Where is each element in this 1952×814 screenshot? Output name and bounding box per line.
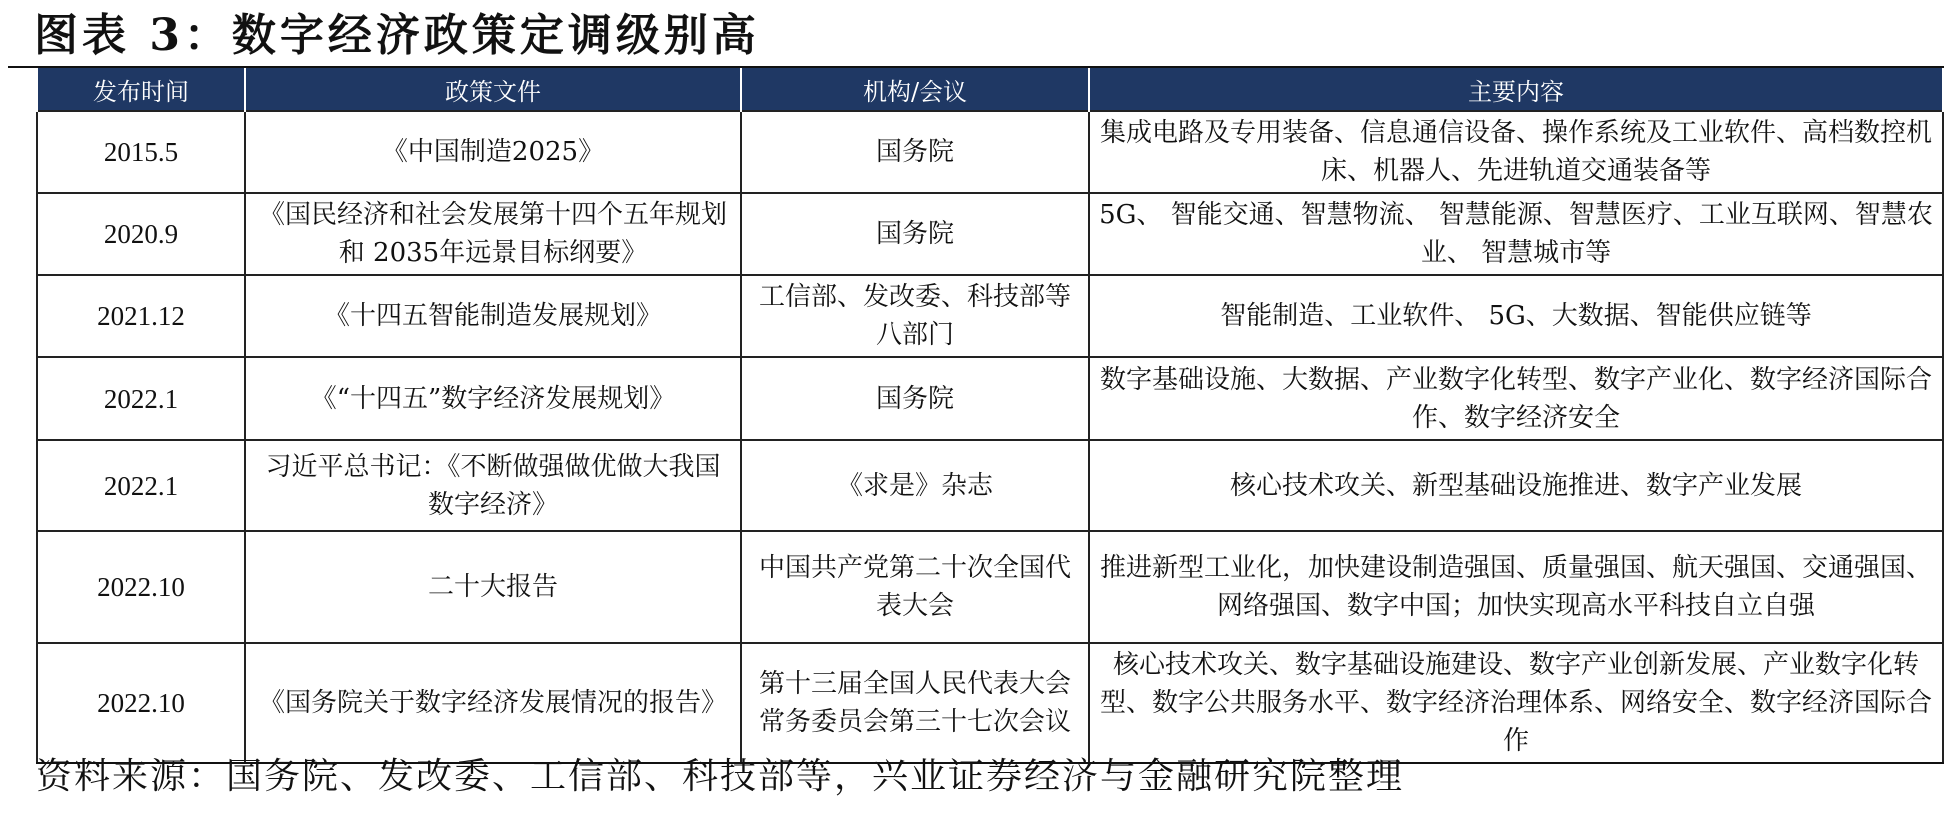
cell-document: 《“十四五”数字经济发展规划》 — [245, 357, 741, 440]
cell-content: 数字基础设施、大数据、产业数字化转型、数字产业化、数字经济国际合作、数字经济安全 — [1089, 357, 1943, 440]
table-row — [37, 275, 1943, 357]
cell-content: 核心技术攻关、新型基础设施推进、数字产业发展 — [1089, 440, 1943, 531]
cell-content: 集成电路及专用装备、信息通信设备、操作系统及工业软件、高档数控机床、机器人、先进轨道交通装备等 — [1089, 111, 1943, 193]
table-row — [37, 440, 1943, 531]
figure-title: 图表 3：数字经济政策定调级别高 — [34, 10, 760, 61]
cell-date: 2015.5 — [37, 111, 245, 193]
cell-organization: 工信部、发改委、科技部等八部门 — [741, 275, 1089, 357]
cell-date: 2021.12 — [37, 275, 245, 357]
cell-organization: 国务院 — [741, 193, 1089, 275]
cell-document: 《国民经济和社会发展第十四个五年规划和 2035年远景目标纲要》 — [245, 193, 741, 275]
cell-date: 2022.10 — [37, 643, 245, 763]
cell-date: 2022.1 — [37, 357, 245, 440]
cell-organization: 第十三届全国人民代表大会常务委员会第三十七次会议 — [741, 643, 1089, 763]
table-row — [37, 357, 1943, 440]
header-organization: 机构/会议 — [741, 68, 1089, 111]
header-date: 发布时间 — [37, 68, 245, 111]
cell-document: 《十四五智能制造发展规划》 — [245, 275, 741, 357]
cell-document: 《国务院关于数字经济发展情况的报告》 — [245, 643, 741, 763]
source-note: 资料来源：国务院、发改委、工信部、科技部等，兴业证券经济与金融研究院整理 — [36, 756, 1405, 797]
cell-content: 5G、 智能交通、智慧物流、 智慧能源、智慧医疗、工业互联网、智慧农业、 智慧城市等 — [1089, 193, 1943, 275]
cell-document: 习近平总书记：《不断做强做优做大我国数字经济》 — [245, 440, 741, 531]
cell-content: 智能制造、工业软件、 5G、大数据、智能供应链等 — [1089, 275, 1943, 357]
cell-organization: 国务院 — [741, 357, 1089, 440]
cell-date: 2022.10 — [37, 531, 245, 643]
cell-organization: 中国共产党第二十次全国代表大会 — [741, 531, 1089, 643]
cell-document: 二十大报告 — [245, 531, 741, 643]
cell-content: 核心技术攻关、数字基础设施建设、数字产业创新发展、产业数字化转型、数字公共服务水平、数字经济治理体系、网络安全、数字经济国际合作 — [1089, 643, 1943, 763]
cell-organization: 《求是》杂志 — [741, 440, 1089, 531]
cell-date: 2020.9 — [37, 193, 245, 275]
cell-document: 《中国制造2025》 — [245, 111, 741, 193]
table-row — [37, 111, 1943, 193]
cell-content: 推进新型工业化，加快建设制造强国、质量强国、航天强国、交通强国、网络强国、数字中国；加快实现高水平科技自立自强 — [1089, 531, 1943, 643]
policy-table — [36, 68, 1944, 764]
cell-organization: 国务院 — [741, 111, 1089, 193]
table-header-row — [37, 68, 1943, 111]
header-content: 主要内容 — [1089, 68, 1943, 111]
cell-date: 2022.1 — [37, 440, 245, 531]
table-row — [37, 193, 1943, 275]
table-row — [37, 531, 1943, 643]
table-row — [37, 643, 1943, 763]
header-document: 政策文件 — [245, 68, 741, 111]
